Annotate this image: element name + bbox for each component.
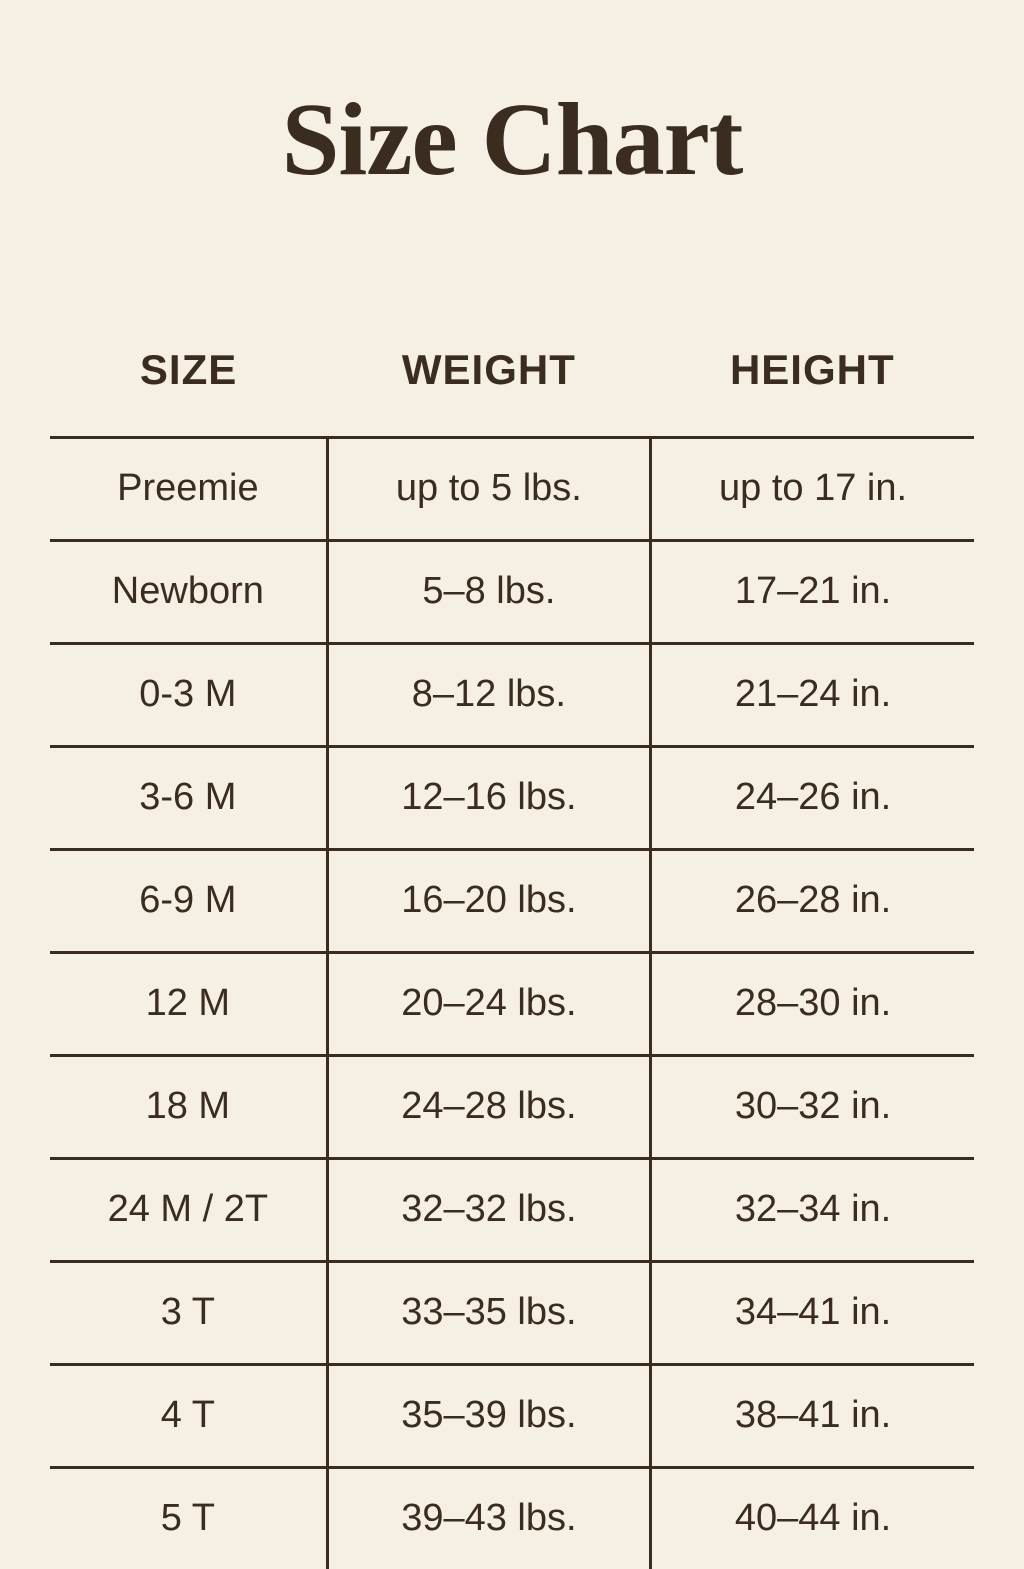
cell-height: 24–26 in. <box>734 776 892 819</box>
cell-size: 0-3 M <box>50 643 327 746</box>
cell-weight: 32–32 lbs. <box>327 1158 650 1261</box>
cell-size: 5 T <box>50 1467 327 1569</box>
cell-size: Newborn <box>50 540 327 643</box>
cell-size: 24 M / 2T <box>50 1158 327 1261</box>
column-header-weight: WEIGHT <box>401 345 576 393</box>
table-row <box>50 437 974 540</box>
cell-height: 17–21 in. <box>734 570 892 613</box>
table-row <box>50 1261 974 1364</box>
table-row <box>50 1364 974 1467</box>
cell-size: 4 T <box>50 1364 327 1467</box>
cell-size: Preemie <box>50 437 327 540</box>
header-row <box>50 346 974 438</box>
column-header-height: HEIGHT <box>729 345 895 393</box>
cell-height: 32–34 in. <box>734 1188 892 1231</box>
cell-weight: up to 5 lbs. <box>327 437 650 540</box>
cell-height: 26–28 in. <box>734 879 892 922</box>
page-title: Size Chart <box>281 82 743 197</box>
table-body <box>50 437 974 1569</box>
cell-size: 12 M <box>50 952 327 1055</box>
cell-weight: 35–39 lbs. <box>327 1364 650 1467</box>
size-chart-table <box>50 346 974 1569</box>
cell-height: 30–32 in. <box>734 1085 892 1128</box>
cell-size: 6-9 M <box>50 849 327 952</box>
table-row <box>50 746 974 849</box>
cell-weight: 12–16 lbs. <box>327 746 650 849</box>
cell-weight: 5–8 lbs. <box>327 540 650 643</box>
table-row <box>50 849 974 952</box>
table-row <box>50 1055 974 1158</box>
cell-weight: 39–43 lbs. <box>327 1467 650 1569</box>
table-row <box>50 643 974 746</box>
table-row <box>50 952 974 1055</box>
table-row <box>50 1467 974 1569</box>
cell-weight: 20–24 lbs. <box>327 952 650 1055</box>
table-row <box>50 1158 974 1261</box>
cell-height: 28–30 in. <box>734 982 892 1025</box>
cell-height: 40–44 in. <box>734 1497 892 1540</box>
cell-weight: 16–20 lbs. <box>327 849 650 952</box>
cell-size: 3-6 M <box>50 746 327 849</box>
cell-height: 21–24 in. <box>734 673 892 716</box>
cell-weight: 33–35 lbs. <box>327 1261 650 1364</box>
table-header <box>50 346 974 438</box>
cell-height: 38–41 in. <box>734 1394 892 1437</box>
cell-height: up to 17 in. <box>719 467 908 510</box>
cell-weight: 24–28 lbs. <box>327 1055 650 1158</box>
cell-weight: 8–12 lbs. <box>327 643 650 746</box>
column-header-size: SIZE <box>139 345 238 393</box>
cell-size: 3 T <box>50 1261 327 1364</box>
table-row <box>50 540 974 643</box>
cell-height: 34–41 in. <box>734 1291 892 1334</box>
cell-size: 18 M <box>50 1055 327 1158</box>
